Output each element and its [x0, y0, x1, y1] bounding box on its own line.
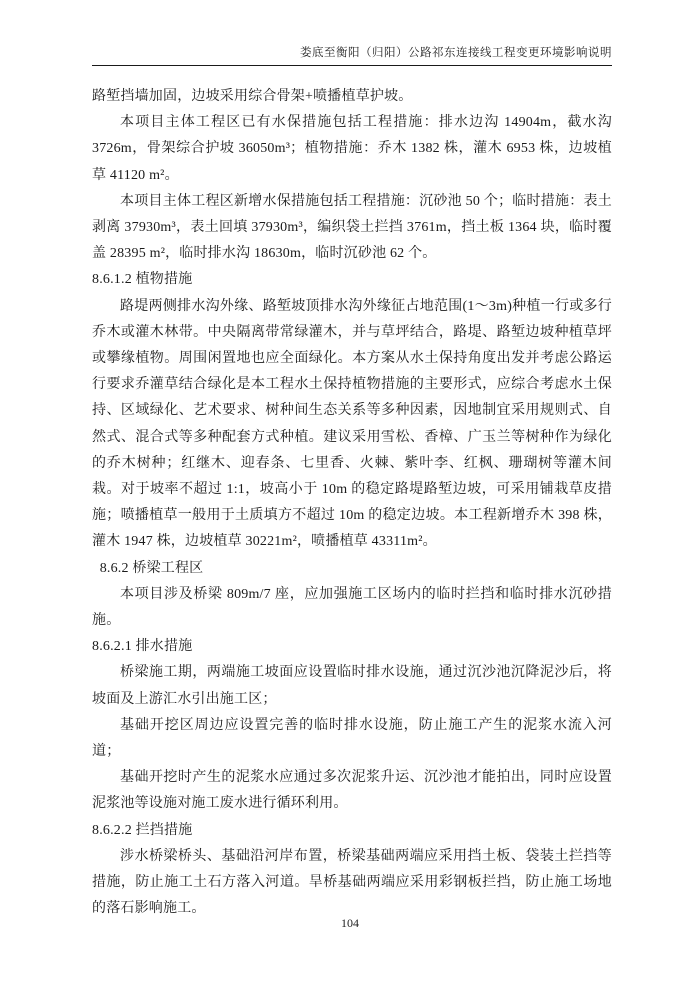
body-paragraph-bridge-overview: 本项目涉及桥梁 809m/7 座，应加强施工区场内的临时拦挡和临时排水沉砂措施。	[92, 586, 612, 629]
body-paragraph-drainage-3: 基础开挖时产生的泥浆水应通过多次泥浆升运、沉沙池才能拍出，同时应设置泥浆池等设施对施工废水进行循环利用。	[92, 770, 612, 812]
section-heading-8-6-2: 8.6.2 桥梁工程区	[99, 560, 204, 576]
page-header-title: 娄底至衡阳（归阳）公路祁东连接线工程变更环境影响说明	[92, 44, 612, 66]
body-paragraph-new-measures: 本项目主体工程区新增水保措施包括工程措施：沉砂池 50 个；临时措施：表土剥离 37930m³，表土回填 37930m³，编织袋土拦挡 3761m，挡土板 1364 块，临时覆盖 28395 m²，临时排水沟 18630m，临时沉砂池 62 个。	[92, 193, 612, 262]
body-paragraph-existing-measures: 本项目主体工程区已有水保措施包括工程措施：排水边沟 14904m，截水沟 3726m，骨架综合护坡 36050m³；植物措施：乔木 1382 株，灌木 6953 株，边坡植草 41120 m²。	[92, 115, 612, 183]
body-paragraph-continuation: 路堑挡墙加固，边坡采用综合骨架+喷播植草护坡。	[92, 89, 413, 104]
section-heading-8-6-2-2: 8.6.2.2 拦挡措施	[92, 822, 193, 838]
body-paragraph-drainage-1: 桥梁施工期，两端施工坡面应设置临时排水设施，通过沉沙池沉降泥沙后，将坡面及上游汇水引出施工区；	[92, 665, 612, 707]
section-heading-8-6-2-1: 8.6.2.1 排水措施	[92, 639, 193, 655]
body-paragraph-retaining-measures: 涉水桥梁桥头、基础沿河岸布置，桥梁基础两端应采用挡土板、袋装土拦挡等措施，防止施工土石方落入河道。旱桥基础两端应采用彩钢板拦挡，防止施工场地的落石影响施工。	[92, 848, 612, 917]
section-heading-8-6-1-2: 8.6.1.2 植物措施	[92, 272, 193, 288]
body-paragraph-drainage-2: 基础开挖区周边应设置完善的临时排水设施，防止施工产生的泥浆水流入河道；	[92, 717, 612, 760]
document-body	[92, 84, 612, 923]
body-paragraph-plant-measures: 路堤两侧排水沟外缘、路堑坡顶排水沟外缘征占地范围(1～3m)种植一行或多行乔木或灌木林带。中央隔离带常绿灌木，并与草坪结合，路堤、路堑边坡种植草坪或攀缘植物。周围闲置地也应全面绿化。本方案从水土保持角度出发并考虑公路运行要求乔灌草结合绿化是本工程水土保持植物措施的主要形式，应综合考虑水土保持、区域绿化、艺术要求、树种间生态关系等多种因素，因地制宜采用规则式、自然式、混合式等多种配套方式种植。建议采用雪松、香樟、广玉兰等树种作为绿化的乔木树种；红继木、迎春条、七里香、火棘、紫叶李、红枫、珊瑚树等灌木间栽。对于坡率不超过 1:1，坡高小于 10m 的稳定路堤路堑边坡，可采用铺栽草皮措施；喷播植草一般用于土质填方不超过 10m 的稳定边坡。本工程新增乔木 398 株，灌木 1947 株，边坡植草 30221m²，喷播植草 43311m²。	[92, 298, 612, 550]
page-number: 104	[341, 916, 359, 930]
